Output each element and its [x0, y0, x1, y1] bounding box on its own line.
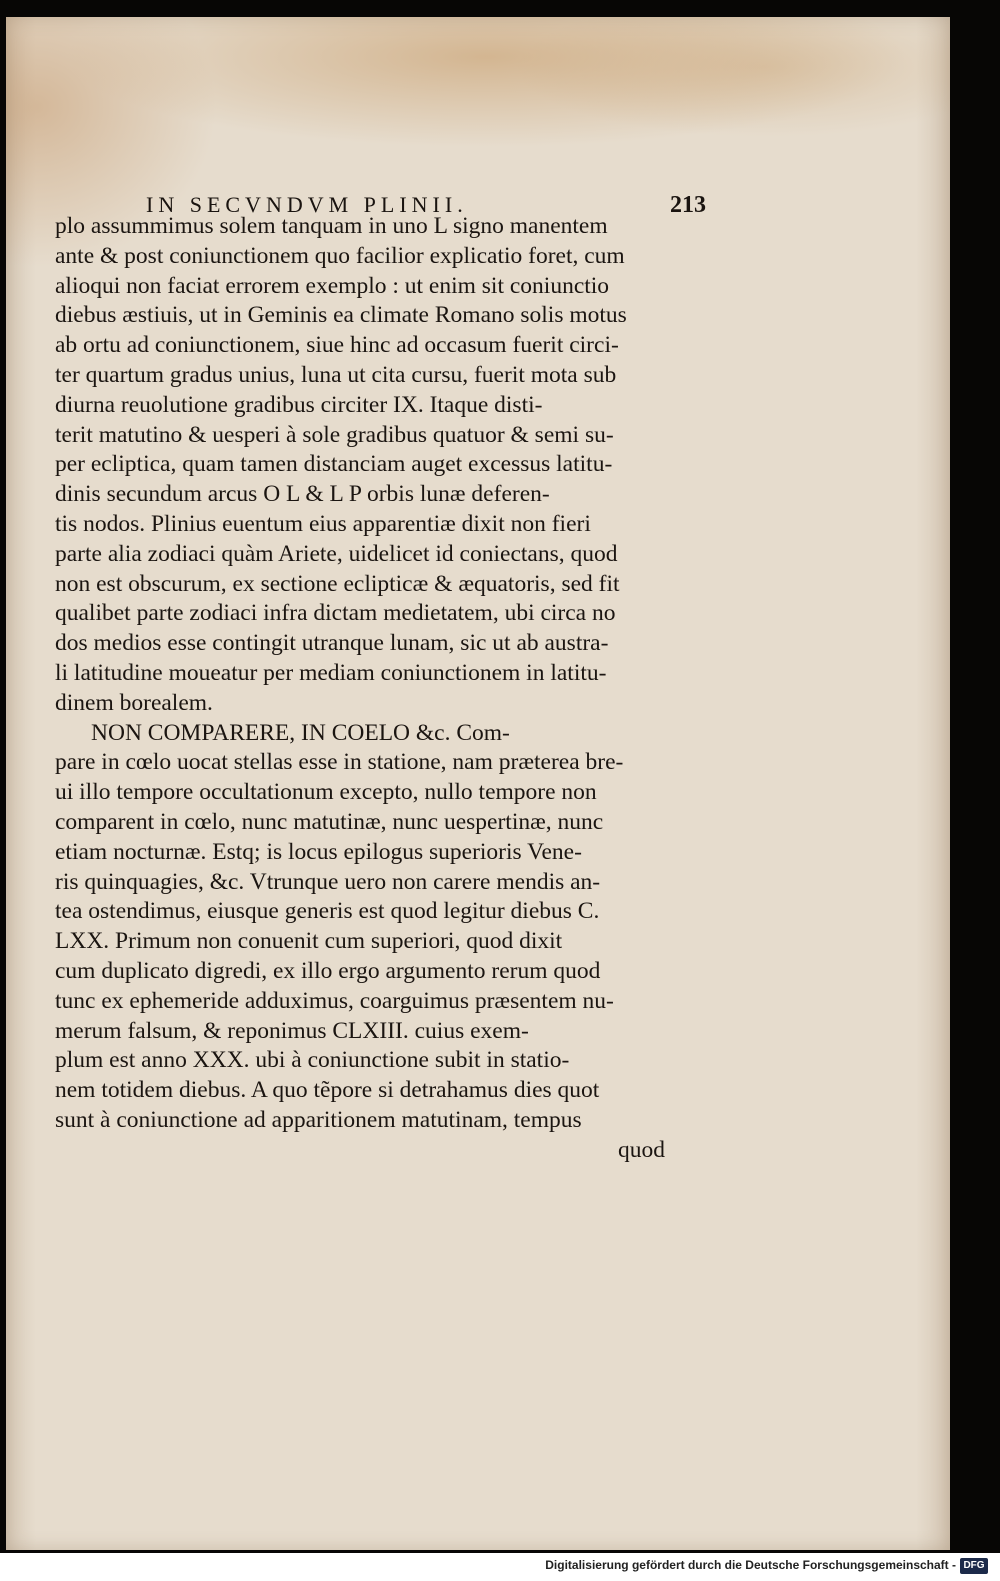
text-line: non est obscurum, ex sectione eclipticæ & æquatoris, sed fit	[55, 570, 620, 597]
paragraph-start-line: NON COMPARERE, IN COELO &c. Com-	[91, 719, 510, 746]
text-line: sunt à coniunctione ad apparitionem matutinam, tempus	[55, 1106, 582, 1133]
footer-bar	[0, 1553, 1000, 1581]
text-line: tunc ex ephemeride adduximus, coarguimus præsentem nu-	[55, 987, 614, 1014]
text-line: dinem borealem.	[55, 689, 213, 716]
body-text	[55, 212, 665, 1166]
text-line: dinis secundum arcus O L & L P orbis lunæ deferen-	[55, 481, 550, 508]
text-line: ris quinquagies, &c. Vtrunque uero non carere mendis an-	[55, 868, 601, 895]
text-line: etiam nocturnæ. Estq; is locus epilogus superioris Vene-	[55, 838, 582, 865]
text-line: diurna reuolutione gradibus circiter IX. Itaque disti-	[55, 391, 543, 418]
text-line: plo assummimus solem tanquam in uno L signo manentem	[55, 213, 608, 239]
text-line: parte alia zodiaci quàm Ariete, uidelicet id coniectans, quod	[55, 540, 618, 567]
text-line: comparent in cœlo, nunc matutinæ, nunc uespertinæ, nunc	[55, 808, 604, 835]
text-line: per ecliptica, quam tamen distanciam auget excessus latitu-	[55, 451, 613, 478]
text-line: ab ortu ad coniunctionem, siue hinc ad occasum fuerit circi-	[55, 332, 619, 359]
text-line: ante & post coniunctionem quo facilior explicatio foret, cum	[55, 242, 625, 269]
running-title: IN SECVNDVM PLINII.	[146, 192, 468, 217]
text-line: dos medios esse contingit utranque lunam, sic ut ab austra-	[55, 630, 609, 657]
text-line: cum duplicato digredi, ex illo ergo argumento rerum quod	[55, 957, 601, 984]
text-line: tis nodos. Plinius euentum eius apparentiæ dixit non fieri	[55, 510, 591, 537]
text-line: qualibet parte zodiaci infra dictam medietatem, ubi circa no	[55, 600, 616, 627]
text-line: tea ostendimus, eiusque generis est quod legitur diebus C.	[55, 898, 600, 925]
text-line: alioqui non faciat errorem exemplo : ut enim sit coniunctio	[55, 272, 610, 299]
dfg-logo: DFG	[960, 1558, 988, 1574]
text-line: terit matutino & uesperi à sole gradibus quatuor & semi su-	[55, 421, 614, 448]
text-line: pare in cœlo uocat stellas esse in statione, nam præterea bre-	[55, 749, 624, 776]
catchword: quod	[618, 1136, 665, 1163]
text-line: plum est anno XXX. ubi à coniunctione subit in statio-	[55, 1047, 570, 1074]
page-number: 213	[670, 192, 706, 218]
text-line: ter quartum gradus unius, luna ut cita cursu, fuerit mota sub	[55, 361, 617, 388]
text-line: LXX. Primum non conuenit cum superiori, quod dixit	[55, 928, 563, 955]
text-line: nem totidem diebus. A quo tẽpore si detrahamus dies quot	[55, 1077, 600, 1104]
text-line: diebus æstiuis, ut in Geminis ea climate Romano solis motus	[55, 302, 627, 329]
text-line: merum falsum, & reponimus CLXIII. cuius exem-	[55, 1017, 529, 1044]
text-line: ui illo tempore occultationum excepto, nullo tempore non	[55, 779, 597, 806]
text-line: li latitudine moueatur per mediam coniunctionem in latitu-	[55, 659, 607, 686]
funding-credit: Digitalisierung gefördert durch die Deutsche Forschungsgemeinschaft -	[545, 1558, 956, 1572]
